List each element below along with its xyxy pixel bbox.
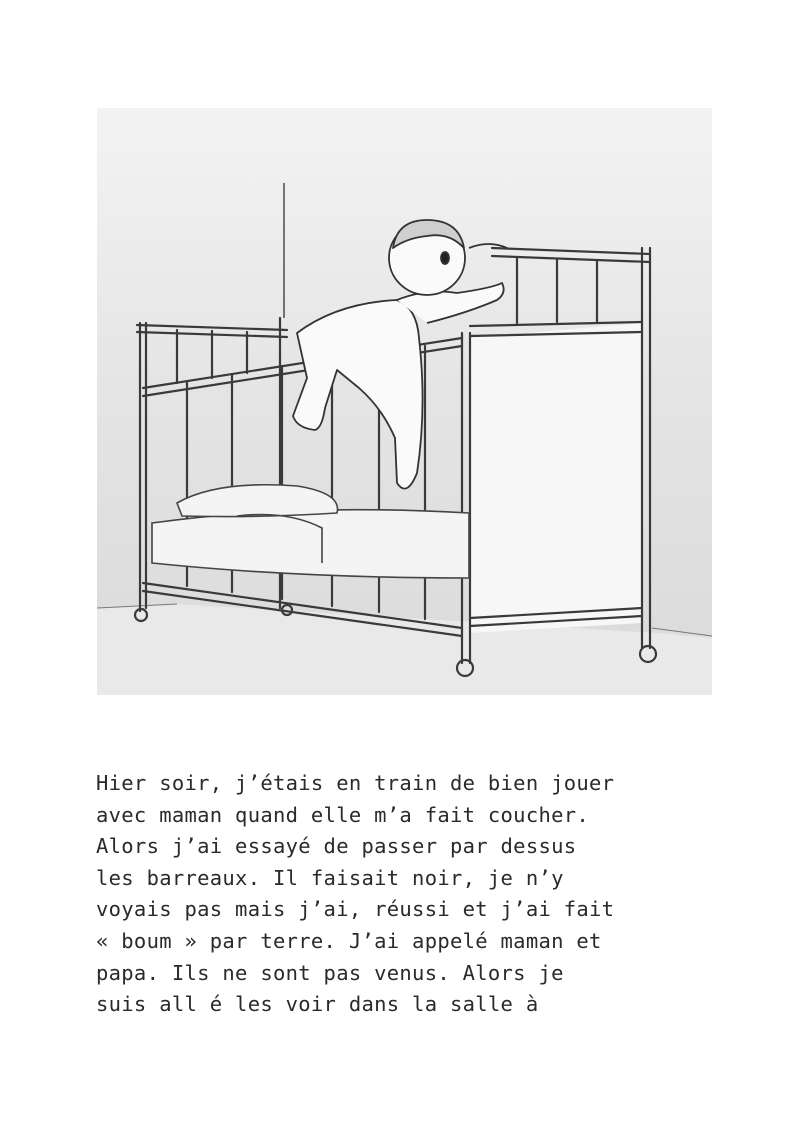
story-line: « boum » par terre. J’ai appelé maman et: [96, 928, 602, 953]
story-line: voyais pas mais j’ai, réussi et j’ai fait: [96, 897, 615, 922]
story-line: papa. Ils ne sont pas venus. Alors je: [96, 960, 564, 985]
story-line: les barreaux. Il faisait noir, je n’y: [96, 865, 564, 890]
crib-drawing: [97, 108, 712, 695]
story-line: suis all é les voir dans la salle à: [96, 992, 539, 1017]
story-line: Hier soir, j’étais en train de bien jouer: [96, 771, 615, 795]
story-line: avec maman quand elle m’a fait coucher.: [96, 802, 590, 827]
crib-illustration: [97, 108, 712, 695]
crib-panel-fill: [469, 323, 642, 633]
story-line: Alors j’ai essayé de passer par dessus: [96, 834, 577, 859]
story-paragraph: [96, 768, 736, 1021]
mattress: [152, 510, 469, 578]
baby-eye: [441, 252, 449, 264]
